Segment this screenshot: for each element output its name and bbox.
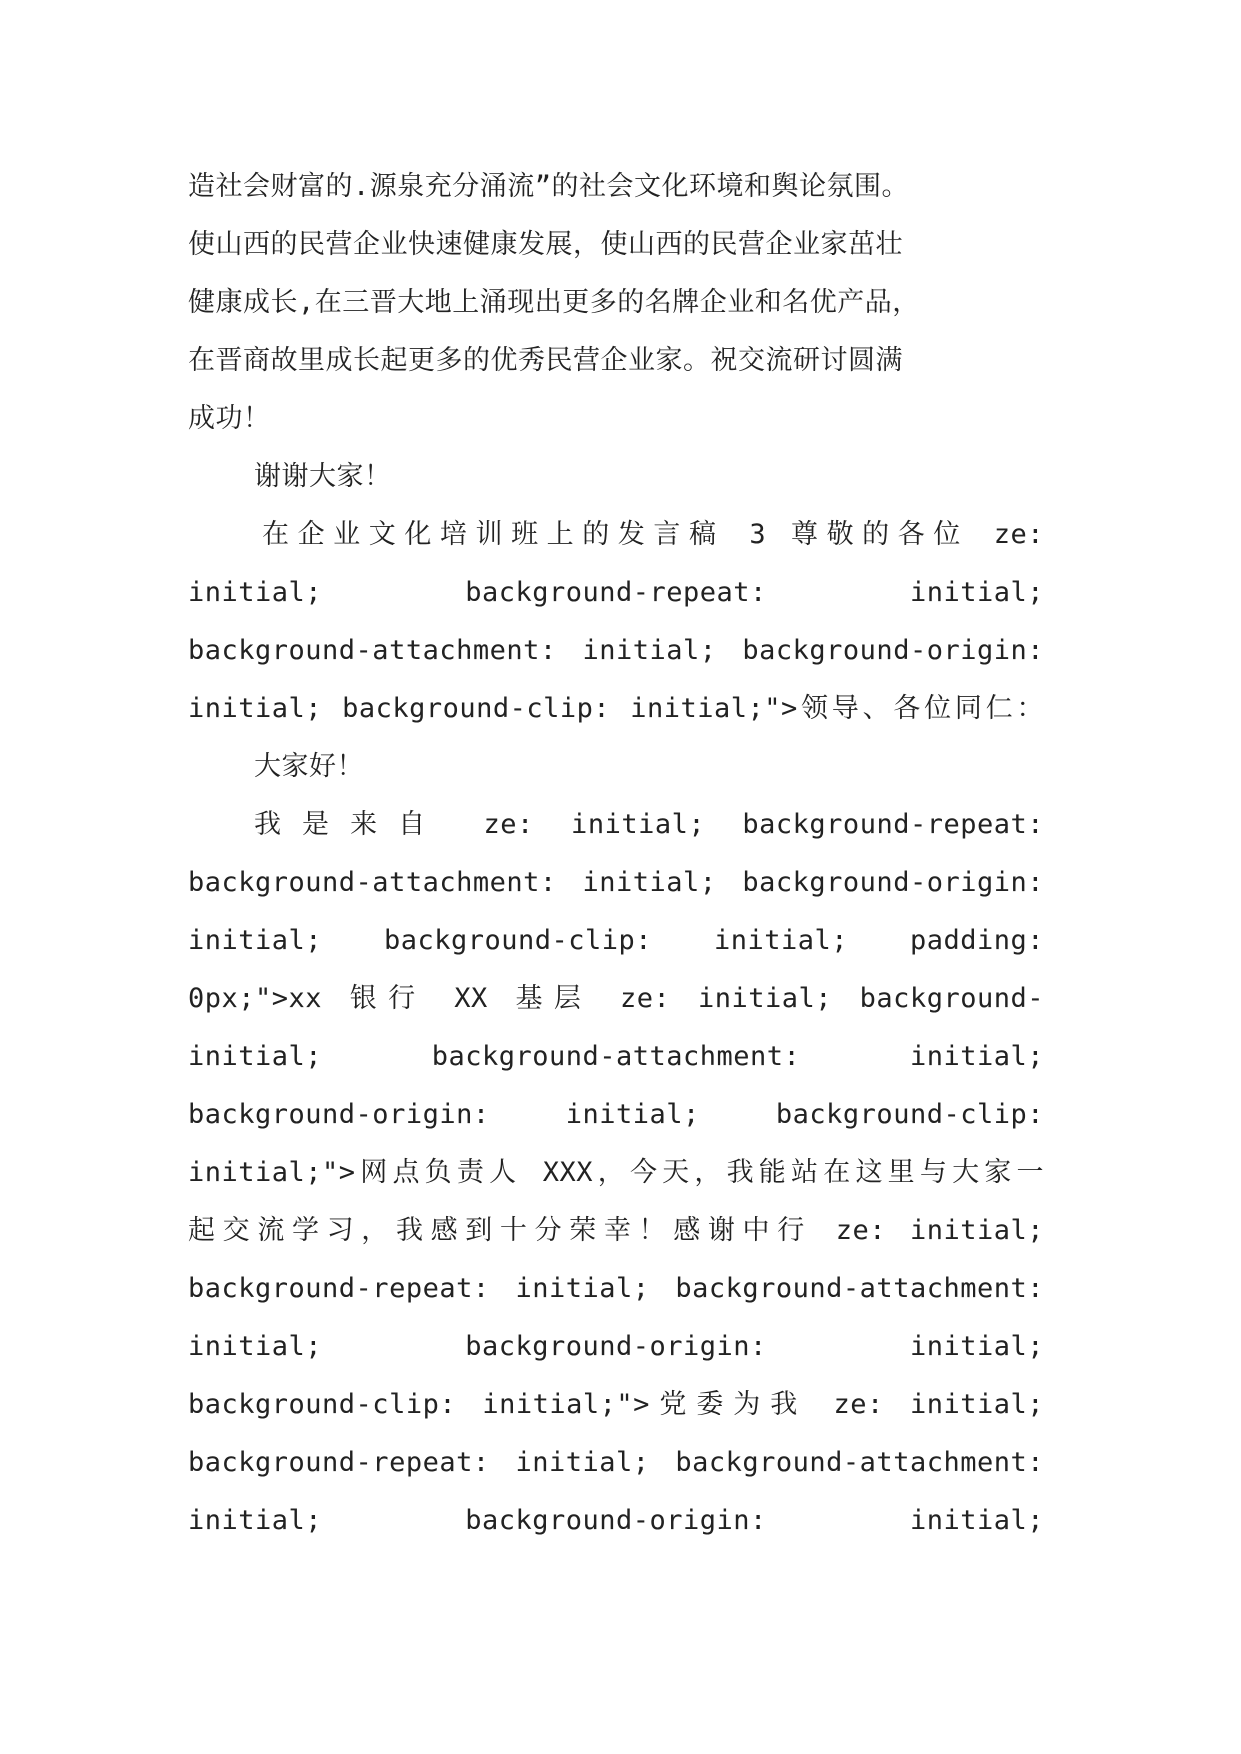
paragraph-line: initial; background-clip: initial;">领导、各位同仁： [188,693,1044,724]
paragraph-line: background-clip: initial;">党委为我 ze: initial; [188,1389,1044,1420]
paragraph-line: 健康成长,在三晋大地上涌现出更多的名牌企业和名优产品， [188,287,920,318]
paragraph-line: background-attachment: initial; background-origin: [188,867,1044,898]
paragraph-line: 使山西的民营企业快速健康发展，使山西的民营企业家茁壮 [188,229,903,260]
paragraph-line: initial; background-attachment: initial; [188,1041,1044,1072]
paragraph-line: 我是来自 ze: initial; background-repeat: [254,809,1044,840]
paragraph-line: background-attachment: initial; background-origin: [188,635,1044,666]
paragraph-line: initial; background-origin: initial; [188,1331,1044,1362]
paragraph-line: 0px;">xx 银行 XX 基层 ze: initial; background- [188,983,1044,1014]
paragraph-line: background-repeat: initial; background-attachment: [188,1447,1044,1478]
paragraph-line: initial; background-origin: initial; [188,1505,1044,1536]
greeting-line: 大家好！ [254,751,364,782]
speech-title-line: 在企业文化培训班上的发言稿 3 尊敬的各位 ze: [262,519,1044,550]
paragraph-line: 起交流学习，我感到十分荣幸！感谢中行 ze: initial; [188,1215,1044,1246]
paragraph-line: background-origin: initial; background-clip: [188,1099,1044,1130]
paragraph-line: initial;">网点负责人 XXX，今天，我能站在这里与大家一 [188,1157,1044,1188]
paragraph-line: 成功！ [188,403,271,434]
paragraph-line: initial; background-clip: initial; padding: [188,925,1044,956]
paragraph-line: initial; background-repeat: initial; [188,577,1044,608]
document-page [188,158,1044,1550]
thanks-line: 谢谢大家！ [254,461,392,492]
paragraph-line: 造社会财富的.源泉充分涌流”的社会文化环境和舆论氛围。 [188,171,910,202]
paragraph-line: background-repeat: initial; background-attachment: [188,1273,1044,1304]
paragraph-line: 在晋商故里成长起更多的优秀民营企业家。祝交流研讨圆满 [188,345,903,376]
